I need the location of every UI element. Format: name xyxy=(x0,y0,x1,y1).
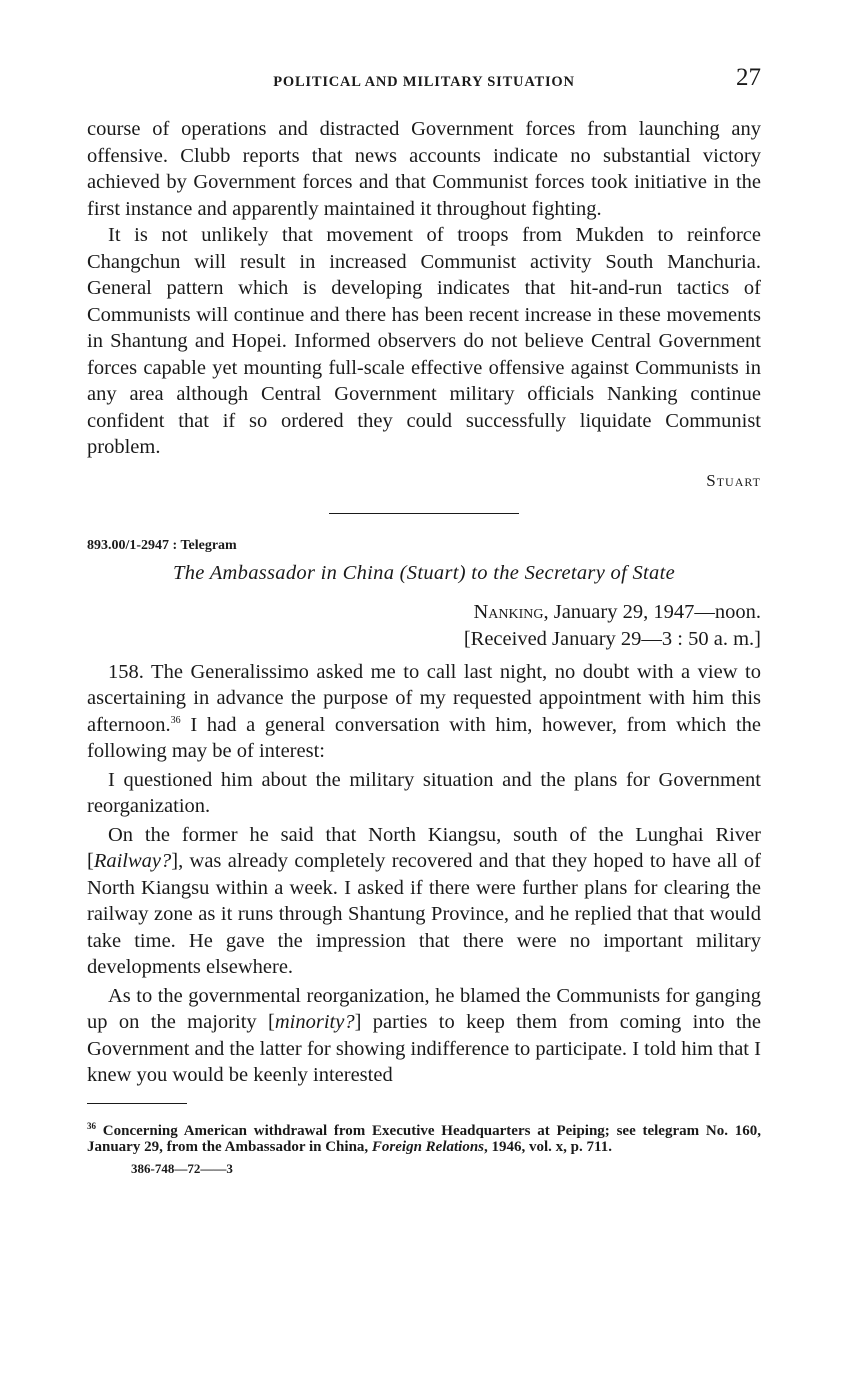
dateline-sent xyxy=(87,599,761,626)
footnote-rule xyxy=(87,1103,187,1104)
reorganization-text-a: As to the governmental reorganization, he blamed the Communists for ganging up on the majority [ xyxy=(87,984,761,1033)
dateline-place: Nanking xyxy=(473,600,544,623)
footnote-36 xyxy=(87,1118,761,1155)
dateline-date: , January 29, 1947—noon. xyxy=(543,600,761,623)
page-number: 27 xyxy=(736,64,761,91)
footnote-text-b: , 1946, vol. x, p. 711. xyxy=(484,1138,612,1155)
reorganization-text-b: ] parties to keep them from coming into the Government and the latter for showing indifference to participate. I told him that I knew you would be keenly interested xyxy=(87,1011,761,1086)
signature-stuart: Stuart xyxy=(706,470,761,490)
footnote-mark: 36 xyxy=(87,1120,96,1131)
paragraph-questioned: I questioned him about the military situation and the plans for Government reorganization. xyxy=(87,768,761,817)
running-title: POLITICAL AND MILITARY SITUATION xyxy=(273,74,575,90)
section-divider xyxy=(329,513,519,514)
north-kiangsu-text-a: On the former he said that North Kiangsu, south of the Lunghai River [ xyxy=(87,823,761,872)
dateline xyxy=(87,599,761,653)
dateline-received: [Received January 29—3 : 50 a. m.] xyxy=(463,627,761,650)
paragraph-158-text-a: 158. The Generalissimo asked me to call last night, no doubt with a view to ascertaining in advance the purpose of my requested appointment with him this afternoon. xyxy=(87,660,761,736)
paragraph-troop-movement: It is not unlikely that movement of troops from Mukden to reinforce Changchun will result in increased Communist activity South Manchuria. General pattern which is developing indicates that hit-and-run tactics of Communists will continue and there has been recent increase in these movements in Shantung and Hopei. Informed observers do not believe Central Government forces capable yet mounting full-scale effective offensive against Communists in any area although Central Government military officials Nanking continue confident that if so ordered they could successfully liquidate Communist problem. xyxy=(87,224,761,458)
paragraph-reorganization xyxy=(87,983,761,1089)
running-header xyxy=(87,60,761,100)
paragraph-158 xyxy=(87,659,761,765)
paragraph-continuation: course of operations and distracted Government forces from launching any offensive. Clubb reports that news accounts indicate no substantial victory achieved by Government forces and that Communist forces took initiative in the first instance and apparently maintained it throughout fighting. xyxy=(87,118,761,220)
footnote-text-a: Concerning American withdrawal from Executive Headquarters at Peiping; see telegram No. 160, January 29, from the Ambassador in China, xyxy=(87,1122,761,1155)
paragraph-158-text-b: I had a general conversation with him, however, from which the following may be of interest: xyxy=(87,713,761,762)
north-kiangsu-text-b: ], was already completely recovered and that they hoped to have all of North Kiangsu within a week. I asked if there were further plans for clearing the railway zone as it runs through Shantung Province, and he replied that that would take time. He gave the impression that there were no important military developments elsewhere. xyxy=(87,850,761,978)
footnote-italic: Foreign Relations xyxy=(371,1138,485,1155)
document-page xyxy=(87,60,761,1177)
north-kiangsu-italic: Railway? xyxy=(93,850,172,872)
document-heading: The Ambassador in China (Stuart) to the Secretary of State xyxy=(173,561,675,584)
reorganization-italic: minority? xyxy=(274,1011,355,1033)
printer-line: 386-748—72——3 xyxy=(131,1160,233,1176)
footnote-reference-36: 36 xyxy=(170,714,181,726)
file-number: 893.00/1-2947 : Telegram xyxy=(87,537,237,553)
paragraph-north-kiangsu xyxy=(87,822,761,981)
